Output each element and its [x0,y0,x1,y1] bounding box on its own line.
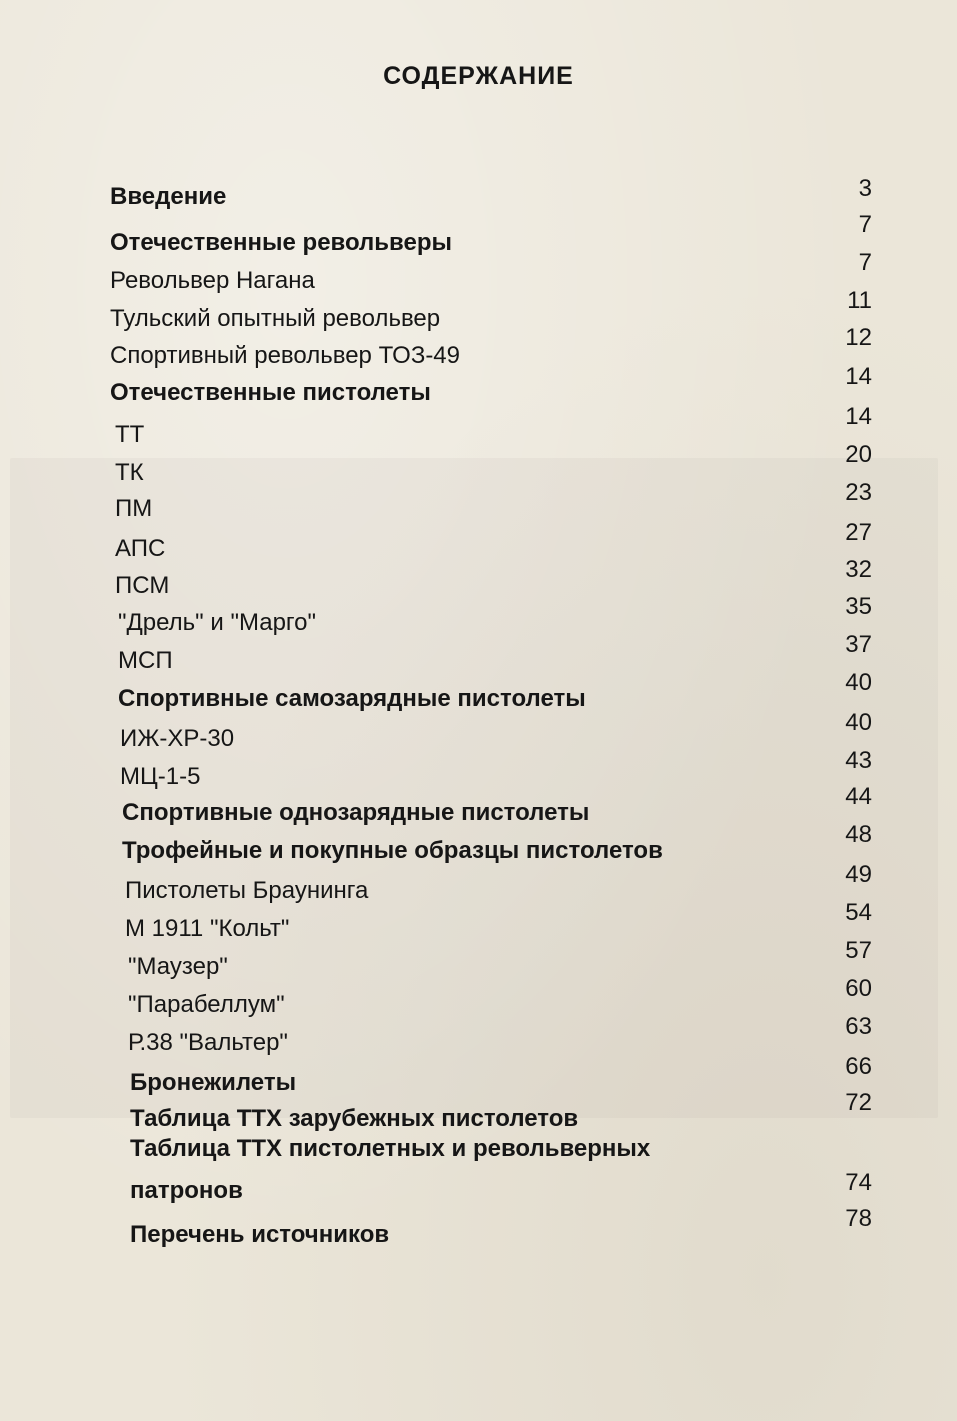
toc-entry [0,1134,957,1172]
toc-entry-page: 66 [845,1053,872,1080]
toc-entry-title: ТТ [115,421,145,448]
toc-entry-title: Бронежилеты [130,1069,297,1096]
toc-entry-page: 20 [845,441,872,468]
toc-entry-title: Р.38 "Вальтер" [128,1029,288,1056]
toc-entry-page: 57 [845,937,872,964]
toc-entry-page: 43 [845,747,872,774]
toc-entry [0,1205,957,1250]
toc-entry-page: 40 [845,709,872,736]
toc-entry-title: Отечественные пистолеты [110,379,431,406]
toc-entry-title: МСП [118,647,173,674]
toc-entry-page: 14 [845,403,872,430]
toc-entry-page: 12 [845,324,872,351]
toc-entry-page: 14 [845,363,872,390]
toc-entry-title: Отечественные револьверы [110,229,452,256]
toc-entry-title: Спортивные самозарядные пистолеты [118,685,586,712]
toc-entry-title: Таблица ТТХ пистолетных и револьверных [130,1135,651,1162]
toc-entry-page: 3 [858,175,872,202]
toc-entry-page: 63 [845,1013,872,1040]
toc-entry-page: 23 [845,479,872,506]
toc-entry-page: 35 [845,593,872,620]
toc-entry-title: ПСМ [115,572,170,599]
toc-entry-title: "Дрель" и "Марго" [118,609,317,636]
toc-entry-title: Трофейные и покупные образцы пистолетов [122,837,663,864]
toc-entry-page: 74 [845,1169,872,1196]
toc-entry-page: 11 [847,287,872,314]
toc-entry-title: Пистолеты Браунинга [125,877,369,904]
toc-entry-page: 44 [845,783,872,810]
toc-entry-title: ИЖ-ХР-30 [120,725,235,752]
toc-entry-title: "Маузер" [128,953,228,980]
page-title: СОДЕРЖАНИЕ [383,62,574,90]
toc-entry-page: 72 [845,1089,872,1116]
toc-entry-title: Введение [110,183,227,210]
toc-entry-title: Спортивный револьвер ТОЗ-49 [110,342,461,369]
toc-entry-page: 7 [858,249,872,276]
toc-entry-page: 40 [845,669,872,696]
toc-entry-title: ПМ [115,495,153,522]
toc-entry-page: 60 [845,975,872,1002]
toc-entry-title: МЦ-1-5 [120,763,201,790]
toc-entry-title: Спортивные однозарядные пистолеты [122,799,590,826]
toc-entry-title: Перечень источников [130,1221,390,1248]
toc-entry-page: 7 [858,211,872,238]
toc-entry-page: 32 [845,556,872,583]
toc-entry-title: Тульский опытный револьвер [110,305,441,332]
toc-entry-page: 37 [845,631,872,658]
toc-entry-title: "Парабеллум" [128,991,285,1018]
toc-entry [0,1089,957,1134]
toc-entry-page: 54 [845,899,872,926]
toc-entry-page: 27 [845,519,872,546]
toc-entry-page: 78 [845,1205,872,1232]
toc-entry-title: М 1911 "Кольт" [125,915,290,942]
toc-entry-title: Револьвер Нагана [110,267,315,294]
toc-entry-page: 48 [845,821,872,848]
toc-entry-title: АПС [115,535,166,562]
toc-entry-title: патронов [130,1177,243,1204]
toc-entry-title: Таблица ТТХ зарубежных пистолетов [130,1105,579,1132]
toc-entry-title: ТК [115,459,144,486]
toc-entry-page: 49 [845,861,872,888]
